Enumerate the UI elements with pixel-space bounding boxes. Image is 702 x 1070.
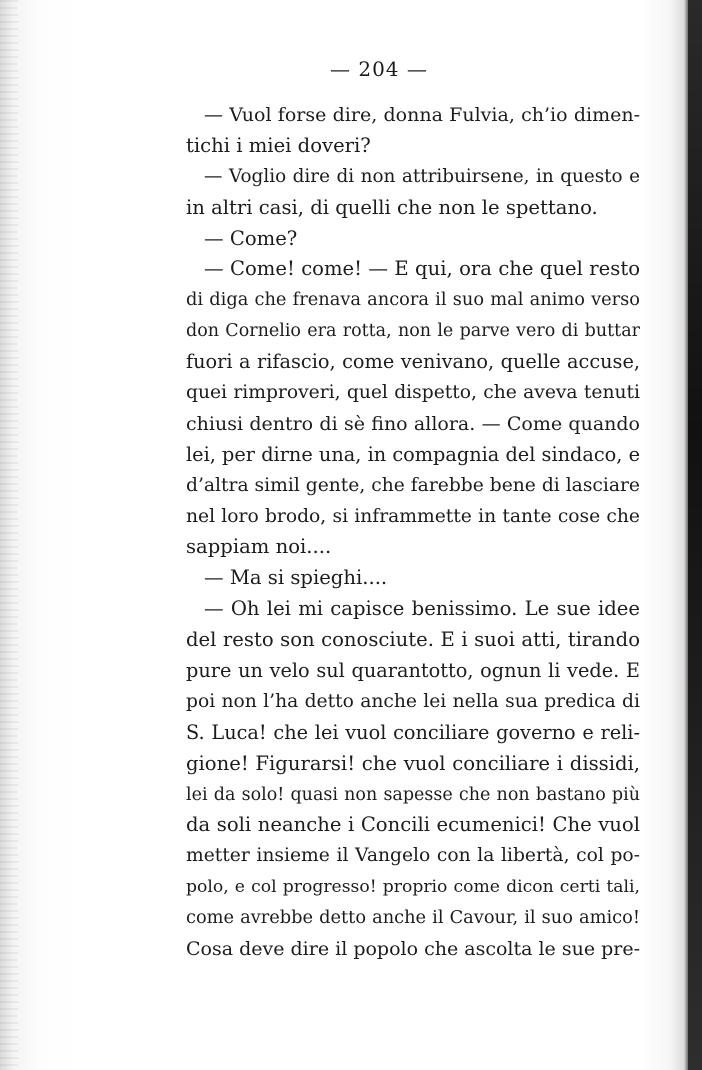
text-line: — Ma si spieghi.... — [204, 566, 388, 590]
text-line: del resto son conosciute. E i suoi atti, tirando — [186, 628, 640, 652]
page-gutter-shading — [0, 0, 18, 1070]
text-line: Cosa deve dire il popolo che ascolta le sue pre- — [186, 938, 641, 961]
text-line: don Cornelio era rotta, non le parve vero di buttar — [186, 321, 640, 342]
text-line: nel loro brodo, si inframmette in tante cose che — [186, 505, 640, 527]
text-line: chiusi dentro di sè fino allora. — Come quando — [186, 412, 640, 435]
text-line: lei, per dirne una, in compagnia del sindaco, e — [186, 442, 640, 466]
text-line: pure un velo sul quarantotto, ognun li vede. E — [186, 659, 640, 683]
text-line: come avrebbe detto anche il Cavour, il suo amico! — [186, 907, 640, 929]
text-line: poi non l’ha detto anche lei nella sua predica di — [186, 690, 640, 712]
text-line: sappiam noi.... — [186, 535, 332, 559]
text-line: d’altra simil gente, che farebbe bene di lasciare — [186, 474, 640, 496]
body-text — [186, 100, 640, 965]
text-line: — Voglio dire di non attribuirsene, in questo e — [204, 165, 640, 187]
page-edge-shadow — [688, 0, 702, 1070]
text-line: S. Luca! che lei vuol conciliare governo e reli- — [186, 720, 640, 744]
text-line: da soli neanche i Concili ecumenici! Che vuol — [186, 813, 640, 837]
text-line: metter insieme il Vangelo con la libertà, col po- — [186, 845, 640, 867]
page-number: — 204 — — [330, 57, 428, 81]
text-line: quei rimproveri, quel dispetto, che aveva tenuti — [186, 382, 640, 404]
text-line: tichi i miei doveri? — [186, 133, 371, 157]
text-line: — Come? — [204, 226, 298, 250]
text-line: — Vuol forse dire, donna Fulvia, ch’io dimen- — [204, 104, 640, 126]
text-line: polo, e col progresso! proprio come dicon certi tali, — [186, 877, 640, 898]
text-line: lei da solo! quasi non sapesse che non bastano più — [186, 784, 640, 805]
text-line: — Come! come! — E qui, ora che quel resto — [204, 257, 640, 281]
text-line: di diga che frenava ancora il suo mal animo verso — [186, 289, 640, 311]
text-line: in altri casi, di quelli che non le spettano. — [186, 195, 598, 219]
text-line: — Oh lei mi capisce benissimo. Le sue idee — [204, 597, 640, 621]
text-line: gione! Figurarsi! che vuol conciliare i dissidi, — [186, 751, 640, 775]
text-line: fuori a rifascio, come venivano, quelle accuse, — [186, 350, 640, 374]
